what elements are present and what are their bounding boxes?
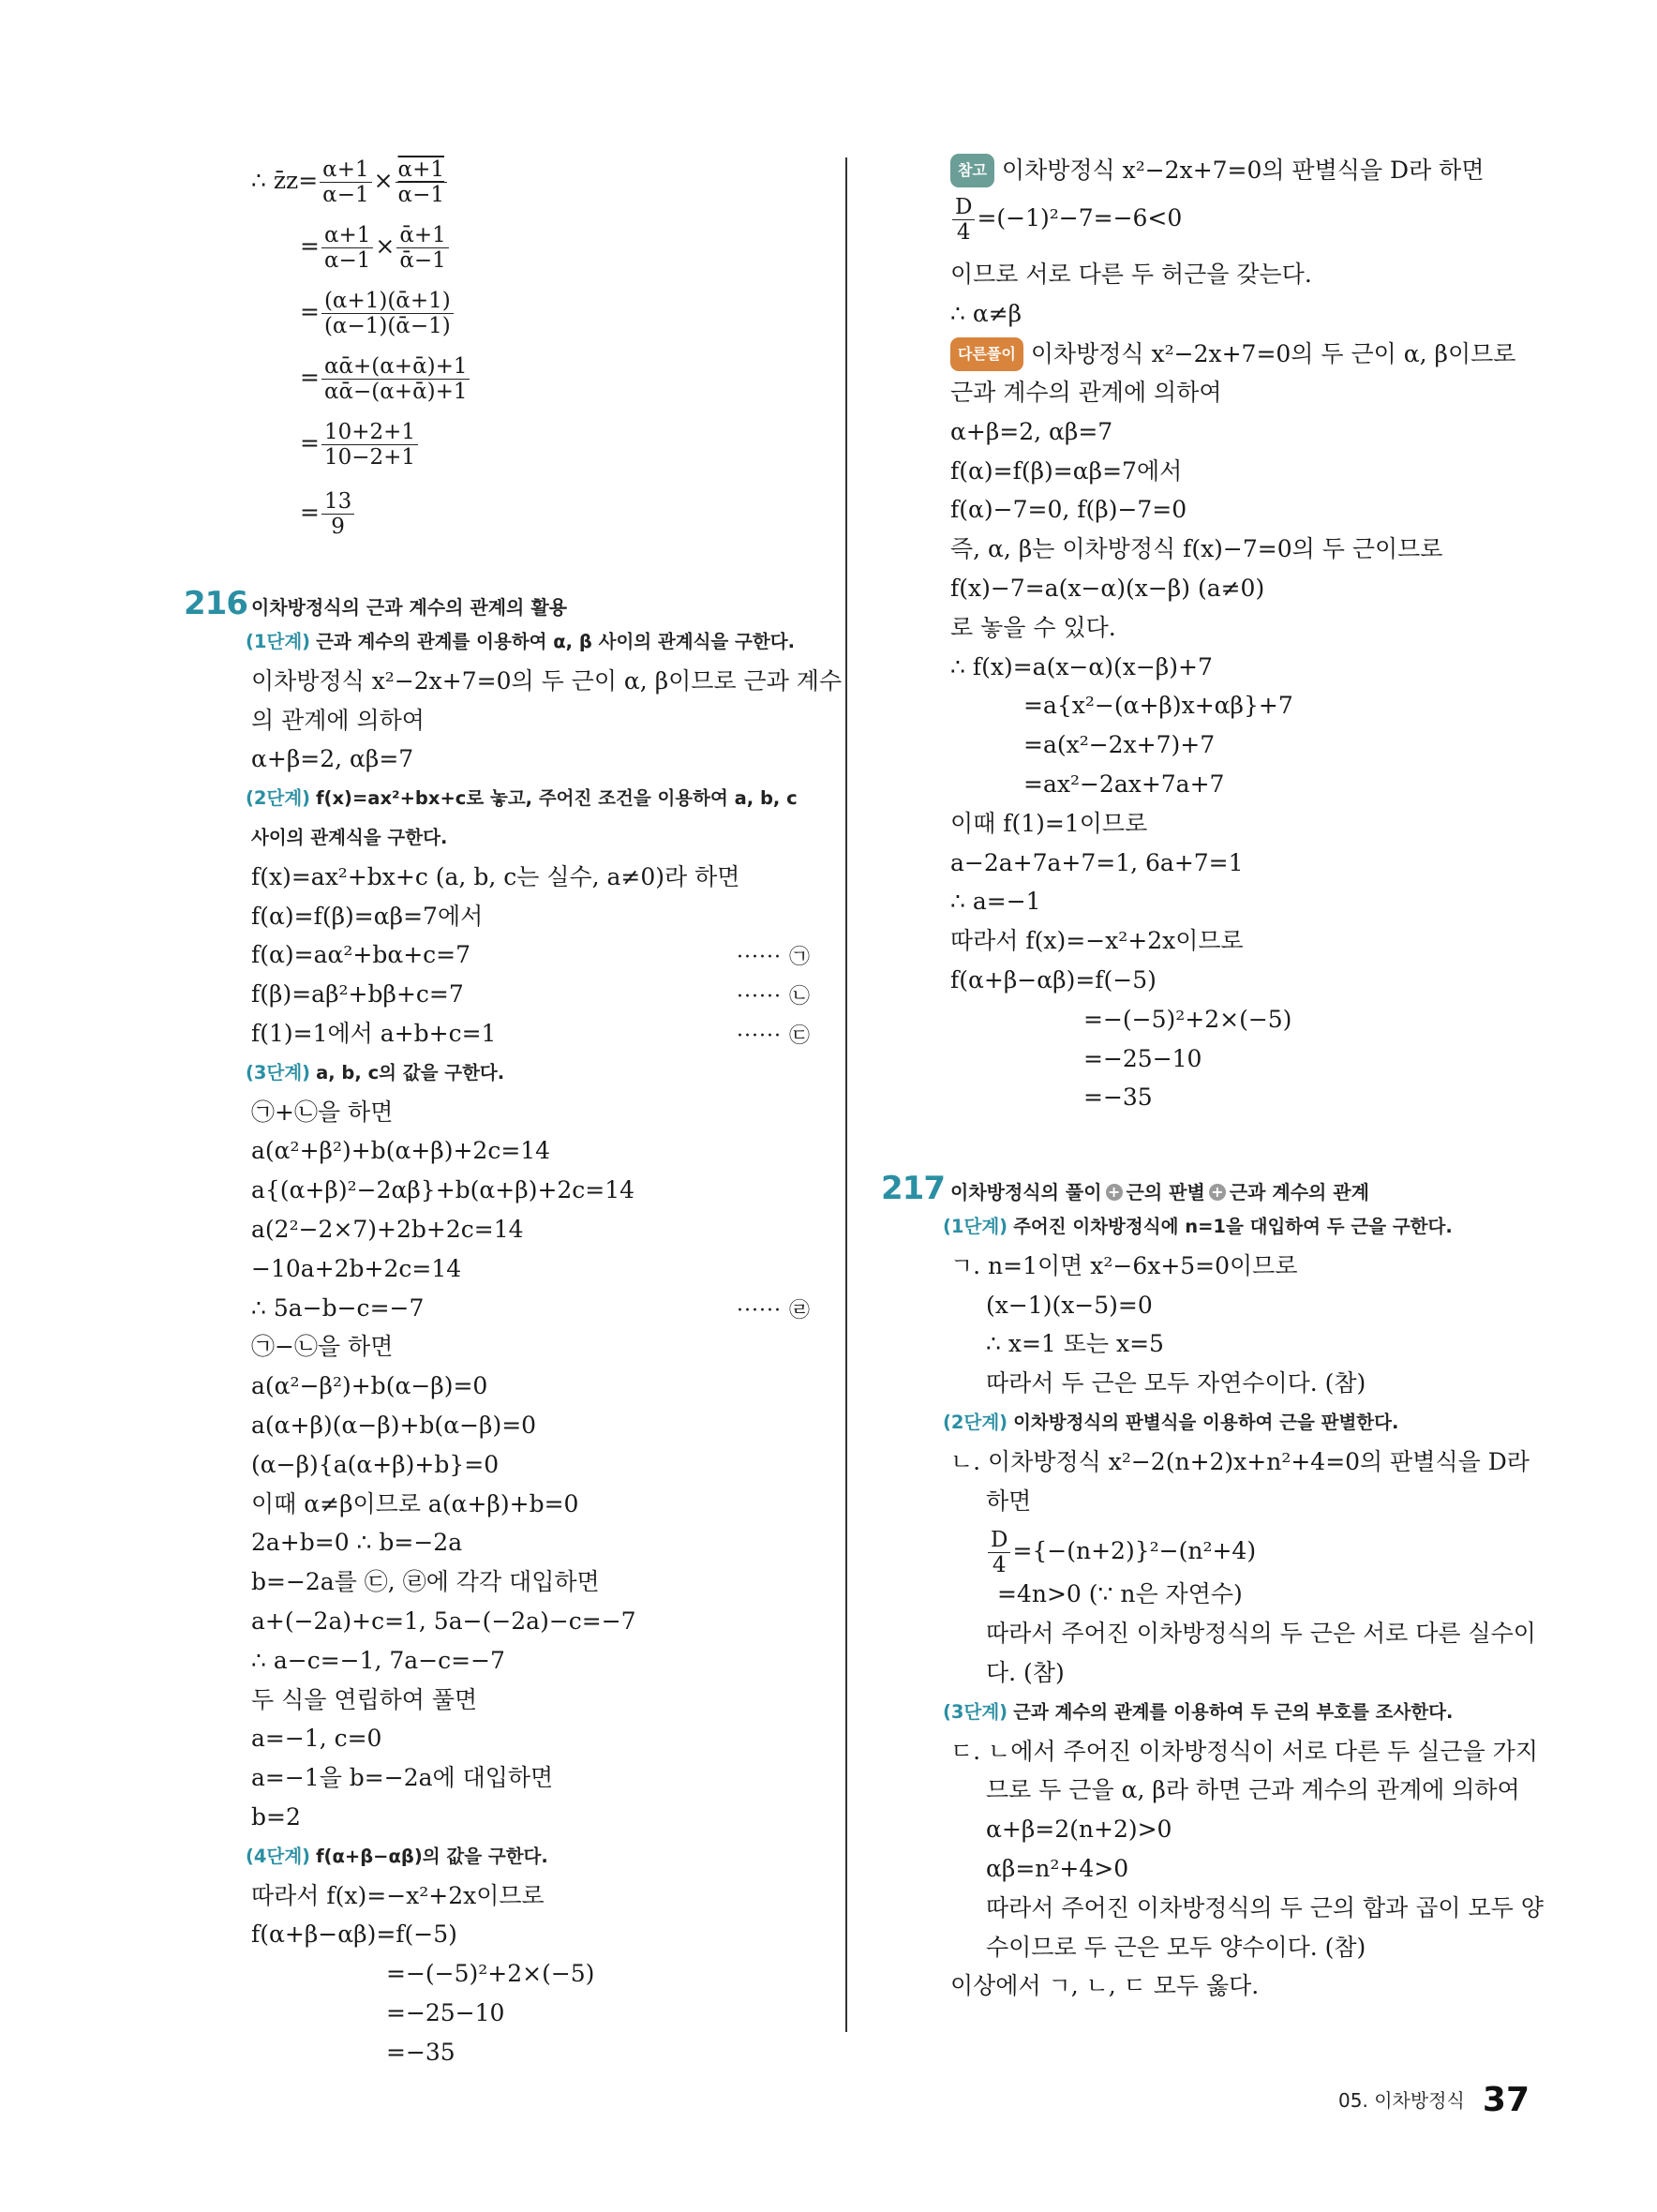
times-operator: × — [375, 232, 396, 260]
fraction — [321, 420, 418, 470]
solution-line: αβ=n²+4>0 — [986, 1855, 1129, 1882]
fraction-equation-line — [300, 489, 356, 539]
solution-line: ∴ f(x)=a(x−α)(x−β)+7 — [950, 652, 1213, 680]
equation-marker: ······ ㉡ — [737, 985, 811, 1009]
solution-line: a(α+β)(α−β)+b(α−β)=0 — [251, 1412, 537, 1439]
step-tag: (1단계) — [246, 631, 311, 652]
page-footer — [1338, 2081, 1530, 2119]
step-tag: (3단계) — [246, 1061, 311, 1084]
fraction — [321, 489, 354, 539]
discriminant-line — [950, 195, 1182, 245]
step-tag: (2단계) — [943, 1412, 1008, 1433]
fraction — [321, 223, 373, 273]
solution-line: a{(α+β)²−2αβ}+b(α+β)+2c=14 — [251, 1176, 635, 1204]
fraction-numerator: 13 — [321, 489, 354, 515]
solution-line: α+β=2, αβ=7 — [950, 417, 1113, 445]
solution-line: =−35 — [386, 2038, 455, 2066]
solution-line: f(1)=1에서 a+b+c=1 — [251, 1020, 497, 1047]
solution-line: ㉠+㉡을 하면 — [251, 1098, 394, 1126]
plus-circle-icon: + — [1106, 1184, 1123, 1201]
solution-line: 이때 α≠β이므로 a(α+β)+b=0 — [251, 1489, 579, 1517]
equation-prefix: = — [300, 364, 320, 391]
solution-line: ∴ 5a−b−c=−7 — [251, 1293, 425, 1322]
fraction-numerator: α+1 — [396, 157, 447, 183]
times-operator: × — [373, 167, 394, 194]
equation-prefix: = — [300, 429, 320, 456]
fraction — [321, 354, 470, 404]
fraction-equation-line — [300, 354, 471, 404]
solution-line: =−(−5)²+2×(−5) — [1083, 1005, 1292, 1033]
solution-line: 의 관계에 의하여 — [251, 706, 425, 734]
solution-line: f(α+β−αβ)=f(−5) — [950, 966, 1157, 994]
fraction — [321, 289, 454, 338]
chapter-label: 05. 이차방정식 — [1338, 2089, 1465, 2112]
title-part: 근의 판별 — [1126, 1181, 1205, 1203]
solution-line: f(α)=aα²+bα+c=7 — [251, 941, 471, 969]
alternative-solution-text: 이차방정식 x²−2x+7=0의 두 근이 α, β이므로 — [1030, 340, 1516, 367]
fraction — [396, 157, 447, 207]
solution-line: 따라서 f(x)=−x²+2x이므로 — [950, 927, 1244, 955]
reference-conclusion: 이므로 서로 다른 두 허근을 갖는다. — [950, 261, 1312, 288]
page-number: 37 — [1482, 2081, 1530, 2119]
solution-line: (α−β){a(α+β)+b}=0 — [251, 1450, 500, 1478]
fraction-denominator: 10−2+1 — [323, 445, 416, 470]
solution-line: b=−2a를 ㉢, ㉣에 각각 대입하면 — [251, 1568, 600, 1596]
solution-line: 로 놓을 수 있다. — [950, 613, 1116, 641]
reference-line — [950, 154, 1484, 187]
equation-marker: ······ ㉢ — [737, 1024, 811, 1048]
solution-line: f(α+β−αβ)=f(−5) — [251, 1921, 457, 1949]
fraction-denominator: 4 — [956, 220, 971, 245]
solution-line: 따라서 주어진 이차방정식의 두 근은 서로 다른 실수이 — [986, 1620, 1536, 1648]
solution-line: α+β=2, αβ=7 — [251, 745, 414, 773]
fraction-numerator: ᾱ+1 — [396, 223, 448, 248]
discriminant-line — [986, 1528, 1256, 1577]
solution-line: =a{x²−(α+β)x+αβ}+7 — [1023, 692, 1293, 720]
solution-line: ∴ a−c=−1, 7a−c=−7 — [251, 1646, 505, 1674]
fraction-equation-line — [251, 157, 449, 207]
step-heading — [943, 1698, 1453, 1726]
solution-line: a=−1, c=0 — [251, 1725, 382, 1753]
equation-marker: ······ ㉣ — [737, 1298, 811, 1323]
equation-prefix: = — [300, 499, 320, 526]
plus-circle-icon: + — [1209, 1184, 1226, 1201]
solution-line: =−(−5)²+2×(−5) — [386, 1960, 595, 1988]
step-tag: (2단계) — [246, 787, 311, 810]
fraction-equation-line — [300, 420, 420, 470]
fraction-numerator: (α+1)(ᾱ+1) — [321, 289, 454, 314]
fraction-denominator: 4 — [992, 1553, 1007, 1578]
fraction-numerator: α+1 — [320, 157, 371, 183]
solution-line: =4n>0 (∵ n은 자연수) — [997, 1580, 1243, 1608]
title-part: 근과 계수의 관계 — [1229, 1181, 1369, 1203]
solution-line: =−25−10 — [386, 1999, 505, 2026]
solution-line: f(x)−7=a(x−α)(x−β) (a≠0) — [950, 575, 1265, 602]
equation-marker: ······ ㉠ — [737, 946, 811, 970]
solution-line: ㄷ. ㄴ에서 주어진 이차방정식이 서로 다른 두 실근을 가지 — [950, 1737, 1538, 1765]
solution-line: a(2²−2×7)+2b+2c=14 — [251, 1216, 524, 1243]
solution-line: ㄴ. 이차방정식 x²−2(n+2)x+n²+4=0의 판별식을 D라 — [950, 1447, 1530, 1475]
step-text: 근과 계수의 관계를 이용하여 α, β 사이의 관계식을 구한다. — [316, 631, 795, 652]
column-divider — [845, 157, 847, 2032]
solution-line: ㄱ. n=1이면 x²−6x+5=0이므로 — [950, 1251, 1298, 1279]
step-heading — [246, 785, 798, 813]
reference-text: 이차방정식 x²−2x+7=0의 판별식을 D라 하면 — [1001, 157, 1485, 184]
discriminant-value: =(−1)²−7=−6<0 — [977, 204, 1183, 232]
alternative-solution-badge: 다른풀이 — [950, 337, 1023, 371]
problem-number-216: 216 — [184, 585, 247, 622]
fraction-equation-line — [300, 289, 455, 338]
discriminant-expression: ={−(n+2)}²−(n²+4) — [1012, 1537, 1257, 1565]
step-heading — [246, 1059, 504, 1087]
step-heading — [246, 1843, 548, 1871]
step-heading-continued: 사이의 관계식을 구한다. — [251, 827, 448, 848]
solution-line: =ax²−2ax+7a+7 — [1023, 770, 1225, 798]
solution-line: 즉, α, β는 이차방정식 f(x)−7=0의 두 근이므로 — [950, 535, 1443, 563]
step-tag: (3단계) — [943, 1700, 1008, 1723]
fraction-denominator: (α−1)(ᾱ−1) — [323, 314, 451, 338]
solution-line: a+(−2a)+c=1, 5a−(−2a)−c=−7 — [251, 1607, 636, 1635]
equation-prefix: = — [300, 232, 320, 260]
step-heading — [246, 628, 795, 656]
solution-line: ∴ a=−1 — [950, 888, 1041, 916]
equation-prefix: ∴ z̄z= — [251, 167, 319, 194]
solution-line: 수이므로 두 근은 모두 양수이다. (참) — [986, 1933, 1366, 1961]
solution-line: =a(x²−2x+7)+7 — [1023, 731, 1216, 759]
solution-line: 다. (참) — [986, 1659, 1065, 1686]
solution-line: 두 식을 연립하여 풀면 — [251, 1685, 478, 1713]
solution-line: 따라서 f(x)=−x²+2x이므로 — [251, 1881, 545, 1909]
solution-line: a=−1을 b=−2a에 대입하면 — [251, 1764, 554, 1792]
solution-line: 2a+b=0 ∴ b=−2a — [251, 1529, 463, 1557]
solution-line: 므로 두 근을 α, β라 하면 근과 계수의 관계에 의하여 — [986, 1776, 1520, 1804]
reference-conclusion: ∴ α≠β — [950, 299, 1023, 327]
solution-line: a(α²+β²)+b(α+β)+2c=14 — [251, 1137, 551, 1165]
solution-line: 하면 — [986, 1487, 1032, 1515]
solution-line: a−2a+7a+7=1, 6a+7=1 — [950, 848, 1244, 876]
solution-line: α+β=2(n+2)>0 — [986, 1816, 1172, 1844]
fraction-numerator: D — [988, 1528, 1010, 1553]
step-heading — [943, 1213, 1453, 1241]
solution-line: =−25−10 — [1083, 1044, 1202, 1072]
problem-title-216: 이차방정식의 근과 계수의 관계의 활용 — [251, 596, 567, 619]
fraction-denominator: ᾱ−1 — [399, 248, 446, 273]
solution-line: 이상에서 ㄱ, ㄴ, ㄷ 모두 옳다. — [950, 1972, 1260, 2000]
step-text: 주어진 이차방정식에 n=1을 대입하여 두 근을 구한다. — [1013, 1216, 1453, 1237]
step-text: f(x)=ax²+bx+c로 놓고, 주어진 조건을 이용하여 a, b, c — [316, 787, 798, 810]
fraction-denominator: 9 — [331, 515, 345, 539]
reference-badge: 참고 — [950, 154, 994, 187]
solution-line: (x−1)(x−5)=0 — [986, 1291, 1153, 1319]
solution-line: 근과 계수의 관계에 의하여 — [950, 379, 1222, 406]
fraction-numerator: α+1 — [321, 223, 373, 248]
fraction — [320, 157, 371, 207]
fraction-denominator: α−1 — [323, 248, 371, 273]
solution-line: a(α²−β²)+b(α−β)=0 — [251, 1372, 488, 1400]
solution-line: b=2 — [251, 1803, 301, 1831]
solution-line: f(x)=ax²+bx+c (a, b, c는 실수, a≠0)라 하면 — [251, 862, 740, 890]
step-text: f(α+β−αβ)의 값을 구한다. — [316, 1845, 548, 1867]
fraction — [988, 1528, 1010, 1577]
fraction-numerator: D — [952, 195, 975, 220]
solution-line: f(α)=f(β)=αβ=7에서 — [251, 902, 484, 930]
fraction — [952, 195, 975, 245]
solution-line: 이때 f(1)=1이므로 — [950, 809, 1148, 837]
problem-title-217 — [950, 1177, 1369, 1204]
step-tag: (1단계) — [943, 1216, 1008, 1237]
problem-number-217: 217 — [881, 1170, 945, 1207]
step-text: 근과 계수의 관계를 이용하여 두 근의 부호를 조사한다. — [1013, 1700, 1454, 1723]
step-heading — [943, 1409, 1398, 1437]
solution-line: =−35 — [1083, 1084, 1153, 1112]
fraction — [396, 223, 448, 273]
solution-line: 따라서 주어진 이차방정식의 두 근의 합과 곱이 모두 양 — [986, 1893, 1544, 1921]
solution-line: −10a+2b+2c=14 — [251, 1254, 462, 1282]
fraction-equation-line — [300, 223, 451, 273]
solution-line: f(α)=f(β)=αβ=7에서 — [950, 456, 1183, 485]
equation-prefix: = — [300, 298, 320, 325]
fraction-denominator: α−1 — [322, 183, 369, 207]
step-text: a, b, c의 값을 구한다. — [316, 1061, 505, 1084]
solution-line: ∴ x=1 또는 x=5 — [986, 1330, 1164, 1358]
solution-line: f(α)−7=0, f(β)−7=0 — [950, 496, 1187, 524]
step-tag: (4단계) — [246, 1845, 311, 1867]
fraction-numerator: αᾱ+(α+ᾱ)+1 — [321, 354, 470, 380]
alternative-solution-line — [950, 337, 1515, 371]
solution-line: ㉠−㉡을 하면 — [251, 1333, 394, 1361]
solution-line: 이차방정식 x²−2x+7=0의 두 근이 α, β이므로 근과 계수 — [251, 666, 843, 695]
fraction-denominator: α−1 — [397, 183, 444, 207]
title-part: 이차방정식의 풀이 — [950, 1181, 1102, 1203]
step-text: 이차방정식의 판별식을 이용하여 근을 판별한다. — [1013, 1412, 1399, 1433]
fraction-numerator: 10+2+1 — [321, 420, 418, 445]
fraction-denominator: αᾱ−(α+ᾱ)+1 — [323, 380, 468, 404]
solution-line: 따라서 두 근은 모두 자연수이다. (참) — [986, 1369, 1366, 1397]
solution-line: f(β)=aβ²+bβ+c=7 — [251, 980, 464, 1009]
